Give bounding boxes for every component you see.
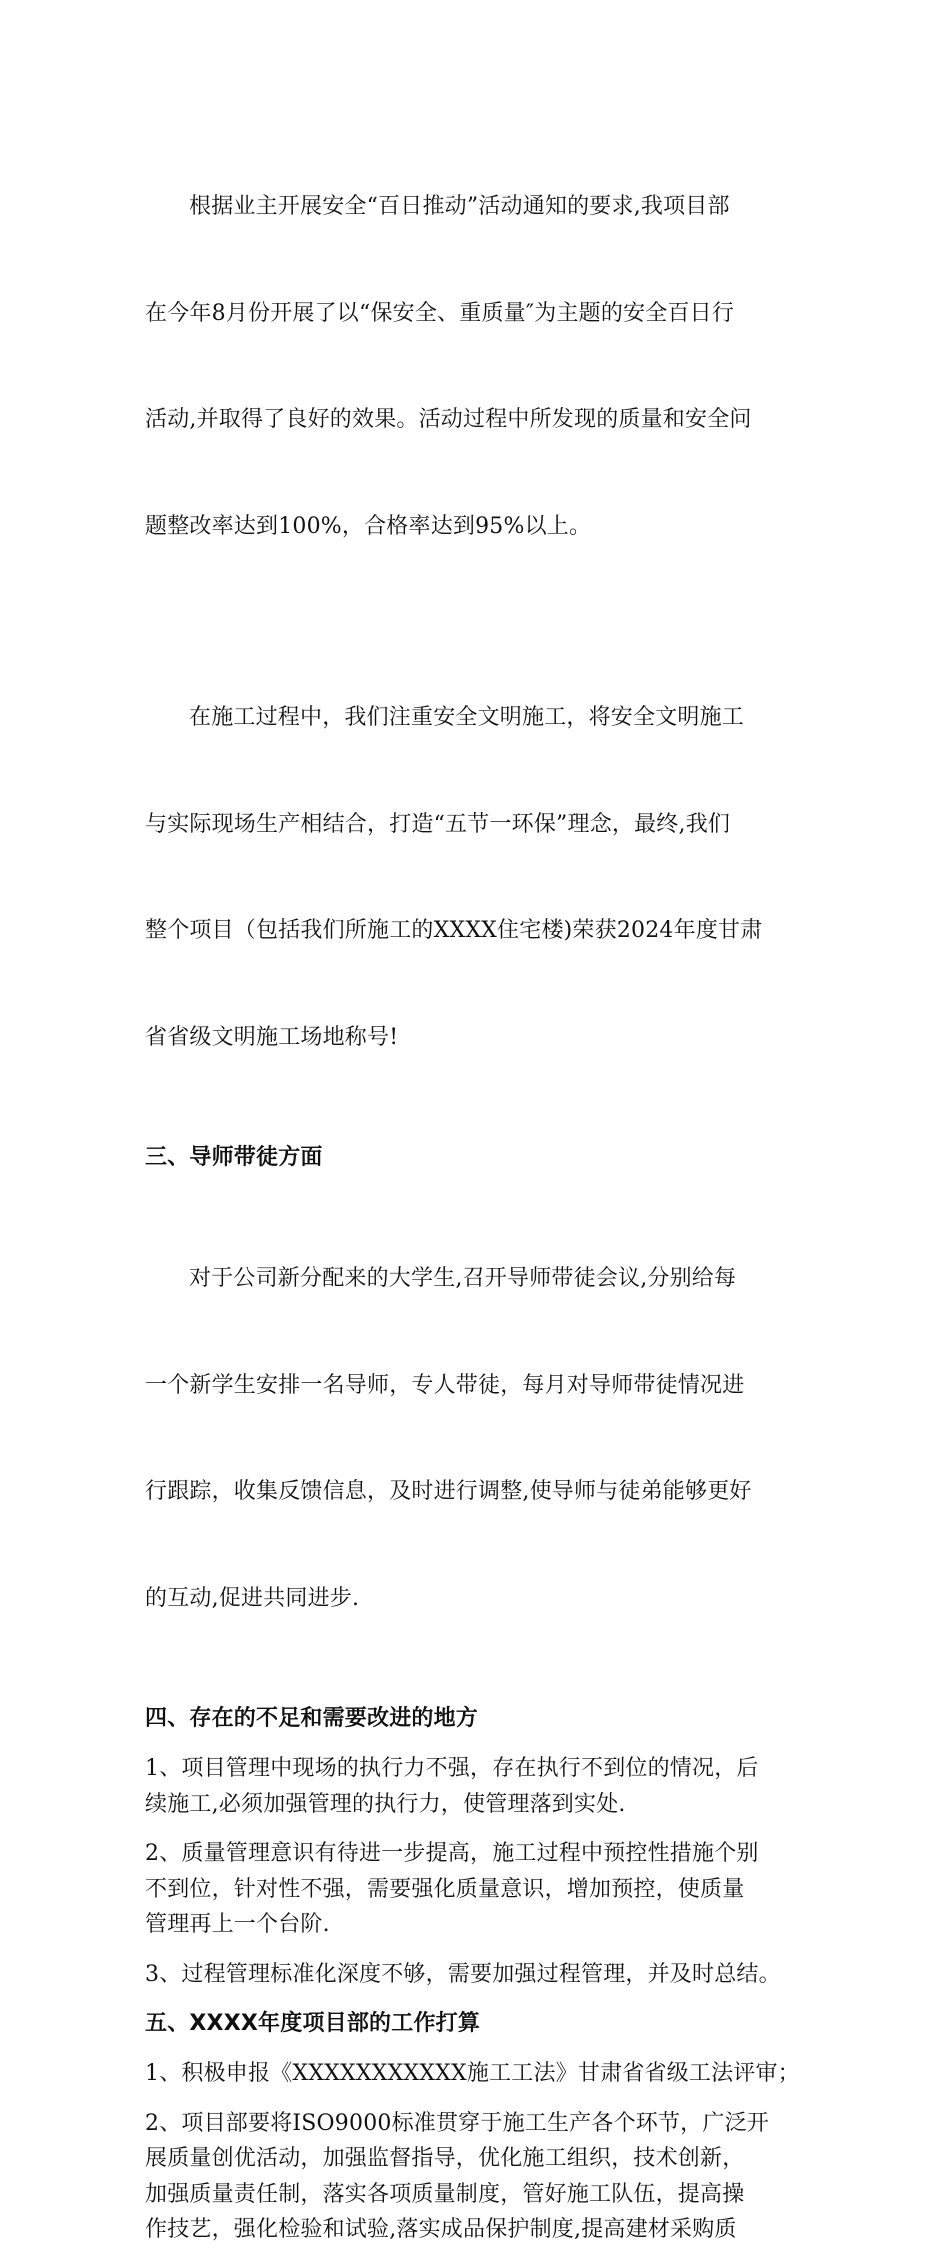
text-line: 2、质量管理意识有待进一步提高，施工过程中预控性措施个别: [145, 1841, 759, 1866]
text-line: 对于公司新分配来的大学生,召开导师带徒会议,分别给每: [189, 1266, 737, 1291]
text-line: 管理再上一个台阶.: [145, 1912, 330, 1937]
text-line: 题整改率达到100%，合格率达到95%以上。: [145, 513, 592, 539]
text-line: 2、项目部要将ISO9000标准贯穿于施工生产各个环节，广泛开: [145, 2110, 769, 2136]
list-item-standardization: [145, 1957, 815, 1993]
list-item-execution: [145, 1751, 815, 1822]
paragraph-mentorship: [145, 1190, 815, 1687]
section-heading-work-plan: 五、XXXX年度项目部的工作打算: [145, 2011, 481, 2036]
text-line: 在施工过程中，我们注重安全文明施工，将安全文明施工: [189, 705, 745, 730]
paragraph-civilized-construction: [145, 629, 815, 1126]
section-heading-mentorship: 三、导师带徒方面: [145, 1145, 323, 1170]
text-line: 一个新学生安排一名导师，专人带徒，每月对导师带徒情况进: [145, 1372, 745, 1398]
text-line: 展质量创优活动，加强监督指导，优化施工组织，技术创新，: [145, 2146, 745, 2171]
text-line: 续施工,必须加强管理的执行力，使管理落到实处.: [145, 1791, 626, 1817]
list-item-quality-awareness: [145, 1836, 815, 1943]
document-body: [145, 118, 815, 2248]
text-line: 根据业主开展安全“百日推动”活动通知的要求,我项目部: [189, 194, 730, 219]
text-line: 3、过程管理标准化深度不够，需要加强过程管理，并及时总结。: [145, 1961, 781, 1987]
text-line: 不到位，针对性不强，需要强化质量意识，增加预控，使质量: [145, 1876, 745, 1902]
text-line: 省省级文明施工场地称号!: [145, 1024, 399, 1050]
text-line: 1、积极申报《XXXXXXXXXXX施工工法》甘肃省省级工法评审；: [145, 2061, 800, 2086]
paragraph-safety-campaign: [145, 118, 815, 615]
section-heading-shortcomings: 四、存在的不足和需要改进的地方: [145, 1706, 479, 1731]
text-line: 与实际现场生产相结合，打造“五节一环保”理念，最终,我们: [145, 811, 731, 837]
text-line: 加强质量责任制，落实各项质量制度，管好施工队伍，提高操: [145, 2181, 745, 2207]
text-line: 1、项目管理中现场的执行力不强，存在执行不到位的情况，后: [145, 1756, 759, 1781]
text-line: 整个项目（包括我们所施工的XXXX住宅楼)荣获2024年度甘肃: [145, 918, 763, 943]
text-line: 行跟踪，收集反馈信息，及时进行调整,使导师与徒弟能够更好: [145, 1479, 752, 1504]
text-line: 在今年8月份开展了以“保安全、重质量″为主题的安全百日行: [145, 300, 735, 326]
text-line: 作技艺，强化检验和试验,落实成品保护制度,提高建材采购质: [145, 2217, 737, 2242]
list-item-method-application: [145, 2056, 815, 2092]
list-item-iso9000: [145, 2106, 815, 2248]
text-line: 活动,并取得了良好的效果。活动过程中所发现的质量和安全问: [145, 407, 752, 432]
text-line: 的互动,促进共同进步.: [145, 1585, 360, 1611]
